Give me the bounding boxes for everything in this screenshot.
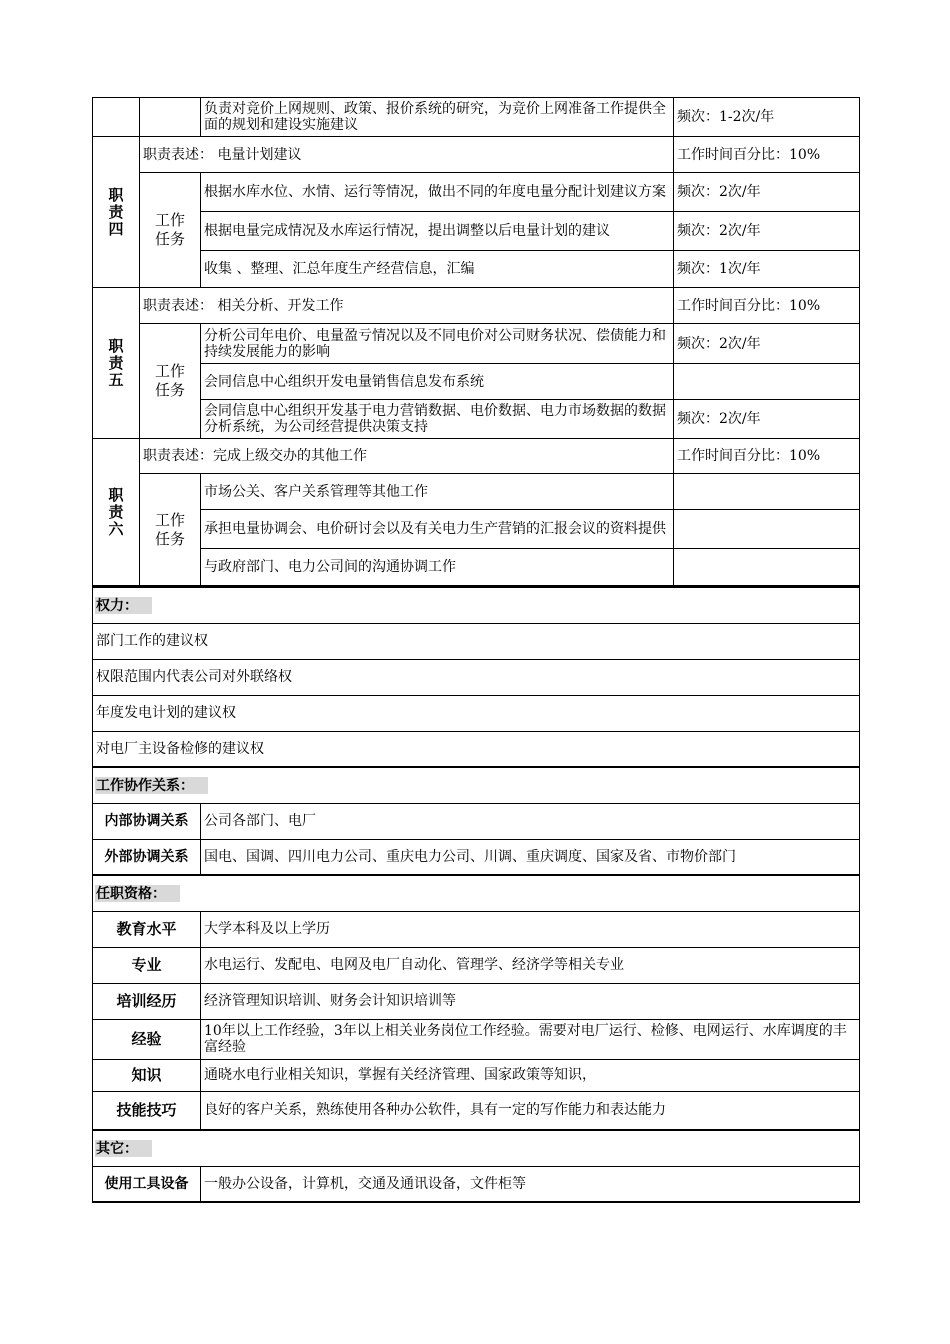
duty4-label: 职 责 四 [93, 137, 140, 288]
details-table [92, 586, 860, 1203]
duty4-task-row [93, 251, 860, 288]
task-text: 与政府部门、电力公司间的沟通协调工作 [201, 549, 674, 586]
empty-cell [93, 98, 140, 137]
major-row [93, 947, 860, 983]
cooperation-header-row [93, 767, 860, 803]
task-frequency: 频次：2次/年 [674, 173, 860, 212]
duty5-label: 职 责 五 [93, 288, 140, 439]
internal-coordination-row [93, 803, 860, 839]
task-frequency [674, 549, 860, 586]
duty6-desc-row [93, 439, 860, 474]
task-frequency [674, 364, 860, 400]
duty6-time-percent: 工作时间百分比：10% [674, 439, 860, 474]
duty6-task-row [93, 474, 860, 510]
duty5-desc-row [93, 288, 860, 324]
task-text: 根据水库水位、水情、运行等情况，做出不同的年度电量分配计划建议方案 [201, 173, 674, 212]
training-row [93, 983, 860, 1019]
duty5-time-percent: 工作时间百分比：10% [674, 288, 860, 324]
task-text: 会同信息中心组织开发基于电力营销数据、电价数据、电力市场数据的数据分析系统，为公司经营提供决策支持 [201, 400, 674, 439]
duty5-task-row [93, 364, 860, 400]
authority-item: 权限范围内代表公司对外联络权 [93, 659, 860, 695]
internal-coordination-label: 内部协调关系 [93, 803, 201, 839]
task-frequency: 频次：2次/年 [674, 324, 860, 364]
task-frequency [674, 474, 860, 510]
other-title: 其它： [95, 1140, 152, 1157]
authority-item: 部门工作的建议权 [93, 623, 860, 659]
cooperation-title: 工作协作关系： [95, 777, 208, 794]
internal-coordination-value: 公司各部门、电厂 [201, 803, 860, 839]
experience-value: 10年以上工作经验，3年以上相关业务岗位工作经验。需要对电厂运行、检修、电网运行、水库调度的丰富经验 [201, 1019, 860, 1059]
task-text: 根据电量完成情况及水库运行情况，提出调整以后电量计划的建议 [201, 212, 674, 251]
duties-table [92, 97, 860, 586]
task-frequency: 频次：2次/年 [674, 400, 860, 439]
task-text: 负责对竞价上网规则、政策、报价系统的研究，为竞价上网准备工作提供全面的规划和建设实施建议 [201, 98, 674, 137]
empty-cell [140, 98, 201, 137]
authority-item-row [93, 731, 860, 767]
duty4-desc-row [93, 137, 860, 173]
experience-label: 经验 [93, 1019, 201, 1059]
skills-row [93, 1091, 860, 1130]
authority-header-row [93, 587, 860, 623]
duty6-task-row [93, 510, 860, 549]
knowledge-value: 通晓水电行业相关知识，掌握有关经济管理、国家政策等知识， [201, 1059, 860, 1091]
major-label: 专业 [93, 947, 201, 983]
duty5-task-label: 工作 任务 [140, 324, 201, 439]
duty4-task-row [93, 173, 860, 212]
education-row [93, 911, 860, 947]
duty5-description: 职责表述： 相关分析、开发工作 [140, 288, 674, 324]
authority-item-row [93, 659, 860, 695]
duty4-task-label: 工作 任务 [140, 173, 201, 288]
job-description-table [92, 97, 859, 1203]
external-coordination-value: 国电、国调、四川电力公司、重庆电力公司、川调、重庆调度、国家及省、市物价部门 [201, 839, 860, 875]
authority-item: 年度发电计划的建议权 [93, 695, 860, 731]
experience-row [93, 1019, 860, 1059]
task-text: 会同信息中心组织开发电量销售信息发布系统 [201, 364, 674, 400]
duty6-label: 职 责 六 [93, 439, 140, 586]
tools-row [93, 1166, 860, 1202]
task-text: 收集 、整理、汇总年度生产经营信息，汇编 [201, 251, 674, 288]
task-text: 分析公司年电价、电量盈亏情况以及不同电价对公司财务状况、偿债能力和持续发展能力的影响 [201, 324, 674, 364]
external-coordination-row [93, 839, 860, 875]
duty6-description: 职责表述：完成上级交办的其他工作 [140, 439, 674, 474]
education-label: 教育水平 [93, 911, 201, 947]
skills-value: 良好的客户关系，熟练使用各种办公软件，具有一定的写作能力和表达能力 [201, 1091, 860, 1130]
duty4-task-row [93, 212, 860, 251]
tools-value: 一般办公设备，计算机，交通及通讯设备，文件柜等 [201, 1166, 860, 1202]
authority-title: 权力： [95, 597, 152, 614]
authority-item: 对电厂主设备检修的建议权 [93, 731, 860, 767]
knowledge-label: 知识 [93, 1059, 201, 1091]
task-frequency: 频次：2次/年 [674, 212, 860, 251]
task-frequency: 频次：1-2次/年 [674, 98, 860, 137]
duty5-task-row [93, 324, 860, 364]
task-frequency [674, 510, 860, 549]
authority-item-row [93, 623, 860, 659]
skills-label: 技能技巧 [93, 1091, 201, 1130]
duty4-description: 职责表述： 电量计划建议 [140, 137, 674, 173]
training-label: 培训经历 [93, 983, 201, 1019]
qualification-header-row [93, 875, 860, 911]
duty4-time-percent: 工作时间百分比：10% [674, 137, 860, 173]
duty6-task-label: 工作 任务 [140, 474, 201, 586]
knowledge-row [93, 1059, 860, 1091]
major-value: 水电运行、发配电、电网及电厂自动化、管理学、经济学等相关专业 [201, 947, 860, 983]
authority-item-row [93, 695, 860, 731]
duty3-last-task-row [93, 98, 860, 137]
task-text: 承担电量协调会、电价研讨会以及有关电力生产营销的汇报会议的资料提供 [201, 510, 674, 549]
qualification-title: 任职资格： [95, 885, 180, 902]
external-coordination-label: 外部协调关系 [93, 839, 201, 875]
task-frequency: 频次：1次/年 [674, 251, 860, 288]
training-value: 经济管理知识培训、财务会计知识培训等 [201, 983, 860, 1019]
duty6-task-row [93, 549, 860, 586]
duty5-task-row [93, 400, 860, 439]
other-header-row [93, 1130, 860, 1166]
education-value: 大学本科及以上学历 [201, 911, 860, 947]
task-text: 市场公关、客户关系管理等其他工作 [201, 474, 674, 510]
tools-label: 使用工具设备 [93, 1166, 201, 1202]
